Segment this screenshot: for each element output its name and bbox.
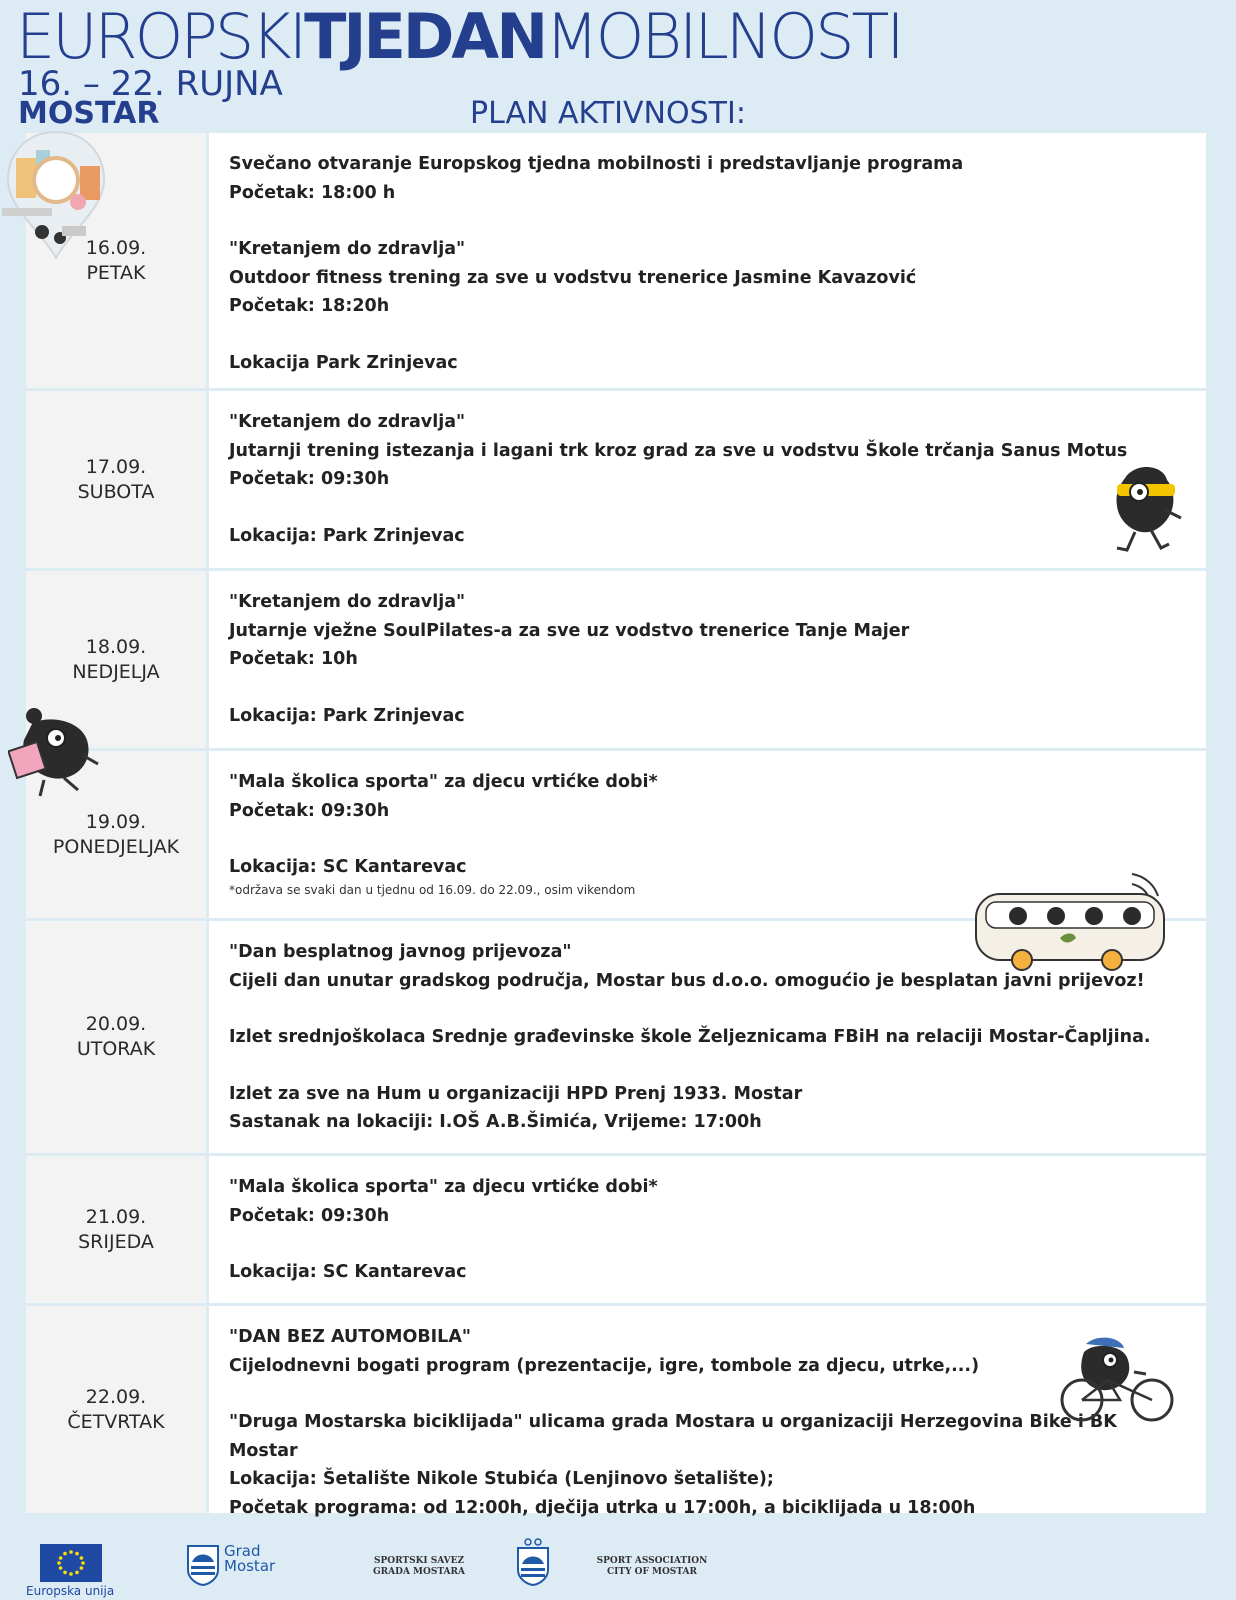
city-location-pin-illustration [2, 128, 110, 263]
line-gap [229, 674, 1186, 702]
eu-logo [40, 1544, 102, 1582]
schedule-row [26, 1156, 1206, 1306]
day-date: 17.09. [85, 455, 147, 478]
activity-line: "Mala školica sporta" za djecu vrtićke dobi* [229, 1177, 658, 1197]
schedule-table [26, 133, 1206, 1516]
schedule-row [26, 571, 1206, 751]
line-gap [229, 825, 1186, 853]
day-date: 16.09. [85, 236, 147, 259]
activity-line: "Mala školica sporta" za djecu vrtićke dobi* [229, 772, 658, 792]
activity-line: Početak: 09:30h [229, 469, 390, 489]
day-name: SUBOTA [77, 480, 155, 503]
activity-cell [209, 571, 1206, 748]
title-part-mobilnosti: MOBILNOSTI [545, 0, 902, 73]
sport-association-emblem-icon [516, 1538, 550, 1586]
activity-line: Početak: 09:30h [229, 1205, 390, 1226]
assoc-line-2: CITY OF MOSTAR [607, 1567, 697, 1577]
page-title [16, 0, 902, 74]
day-name: PONEDJELJAK [52, 835, 180, 858]
line-gap [229, 207, 1186, 235]
shopping-mascot-illustration [8, 706, 103, 801]
day-name: ČETVRTAK [67, 1410, 165, 1433]
line-gap [229, 1380, 1186, 1408]
grad-line-1: Grad [224, 1542, 261, 1560]
day-name: UTORAK [76, 1038, 156, 1060]
activity-line: "Dan besplatnog javnog prijevoza" [229, 942, 572, 962]
activity-cell [209, 391, 1206, 568]
day-date: 18.09. [85, 635, 147, 658]
activity-line: Lokacija: SC Kantarevac [229, 857, 467, 877]
activity-cell [209, 1156, 1206, 1303]
eu-stars-icon [40, 1544, 102, 1582]
activity-line: Početak: 09:30h [229, 800, 390, 821]
title-part-europski: EUROPSKI [16, 0, 305, 73]
schedule-row [26, 133, 1206, 391]
activity-line: Lokacija: Park Zrinjevac [229, 705, 465, 726]
day-name: SRIJEDA [78, 1230, 154, 1253]
activity-line: Izlet srednjoškolaca Srednje građevinske škole Željeznicama FBiH na relaciji Mostar-Čapljina. [229, 1027, 1151, 1047]
activity-line: Izlet za sve na Hum u organizaciji HPD Prenj 1933. Mostar [229, 1083, 803, 1104]
activity-line: Jutarnji trening istezanja i lagani trk kroz grad za sve u vodstvu Škole trčanja Sanus Motus [229, 440, 1128, 461]
activity-line: Cijelodnevni bogati program (prezentacije, igre, tombole za djecu, utrke,...) [229, 1355, 980, 1376]
day-cell [26, 921, 209, 1153]
activity-line: Lokacija: SC Kantarevac [229, 1262, 467, 1282]
jogging-mascot-illustration [1105, 458, 1185, 558]
activity-line: Početak: 18:20h [229, 296, 390, 316]
activity-line: "Druga Mostarska biciklijada" ulicama grada Mostara u organizaciji Herzegovina Bike i BK Mostar [229, 1412, 1117, 1461]
day-date: 19.09. [85, 810, 147, 833]
day-name: PETAK [86, 261, 146, 284]
day-cell [26, 1156, 209, 1303]
activity-line: Outdoor fitness trening za sve u vodstvu trenerice Jasmine Kavazović [229, 267, 917, 288]
activity-line: Jutarnje vježne SoulPilates-a za sve uz vodstvo trenerice Tanje Majer [229, 620, 910, 641]
savez-line-1: SPORTSKI SAVEZ [373, 1556, 465, 1566]
day-date: 20.09. [85, 1013, 147, 1035]
savez-line-2: GRADA MOSTARA [372, 1567, 466, 1577]
line-gap [229, 1052, 1186, 1080]
cyclist-mascot-illustration [1060, 1334, 1178, 1426]
activity-line: Svečano otvaranje Europskog tjedna mobilnosti i predstavljanje programa [229, 154, 964, 174]
city-name: MOSTAR [18, 96, 160, 131]
activity-line: Cijeli dan unutar gradskog područja, Mostar bus d.o.o. omogućio je besplatan javni prijevoz! [229, 970, 1145, 991]
grad-mostar-logo-text [224, 1544, 275, 1574]
bus-with-mascots-illustration [972, 866, 1180, 974]
title-part-tjedan: TJEDAN [304, 0, 546, 73]
schedule-row [26, 391, 1206, 571]
activity-line: Sastanak na lokaciji: I.OŠ A.B.Šimića, Vrijeme: 17:00h [229, 1112, 762, 1132]
footer-logos [0, 1538, 1236, 1600]
activity-line: Početak programa: od 12:00h, dječija utrka u 17:00h, a biciklijada u 18:00h [229, 1497, 976, 1518]
line-gap [229, 321, 1186, 349]
day-date: 21.09. [85, 1205, 147, 1228]
day-cell [26, 1306, 209, 1513]
activity-cell [209, 1306, 1206, 1518]
grad-mostar-emblem-icon [186, 1544, 220, 1586]
activity-line: Lokacija: Park Zrinjevac [229, 525, 465, 546]
activity-line: Lokacija: Šetalište Nikole Stubića (Lenjinovo šetalište); [229, 1469, 774, 1489]
day-date: 22.09. [85, 1385, 147, 1408]
activity-note: *održava se svaki dan u tjednu od 16.09. do 22.09., osim vikendom [229, 882, 636, 897]
line-gap [229, 995, 1186, 1023]
eu-label: Europska unija [26, 1584, 115, 1598]
activity-line: "Kretanjem do zdravlja" [229, 239, 466, 259]
assoc-line-1: SPORT ASSOCIATION [596, 1556, 708, 1566]
activity-line: Lokacija Park Zrinjevac [229, 352, 458, 373]
sport-association-logo [592, 1556, 712, 1578]
event-dates: 16. – 22. RUJNA [18, 64, 283, 104]
grad-line-2: Mostar [224, 1557, 276, 1575]
day-cell [26, 391, 209, 568]
sportski-savez-logo [364, 1556, 474, 1578]
activity-line: Početak: 10h [229, 649, 358, 669]
plan-heading: PLAN AKTIVNOSTI: [470, 96, 746, 131]
activity-line: "Kretanjem do zdravlja" [229, 592, 466, 612]
activity-cell [209, 133, 1206, 388]
activity-line: "DAN BEZ AUTOMOBILA" [229, 1327, 471, 1347]
activity-line: "Kretanjem do zdravlja" [229, 412, 466, 432]
day-name: NEDJELJA [72, 660, 160, 683]
schedule-row [26, 1306, 1206, 1516]
activity-line: Početak: 18:00 h [229, 182, 396, 203]
line-gap [229, 494, 1186, 522]
line-gap [229, 1230, 1186, 1258]
